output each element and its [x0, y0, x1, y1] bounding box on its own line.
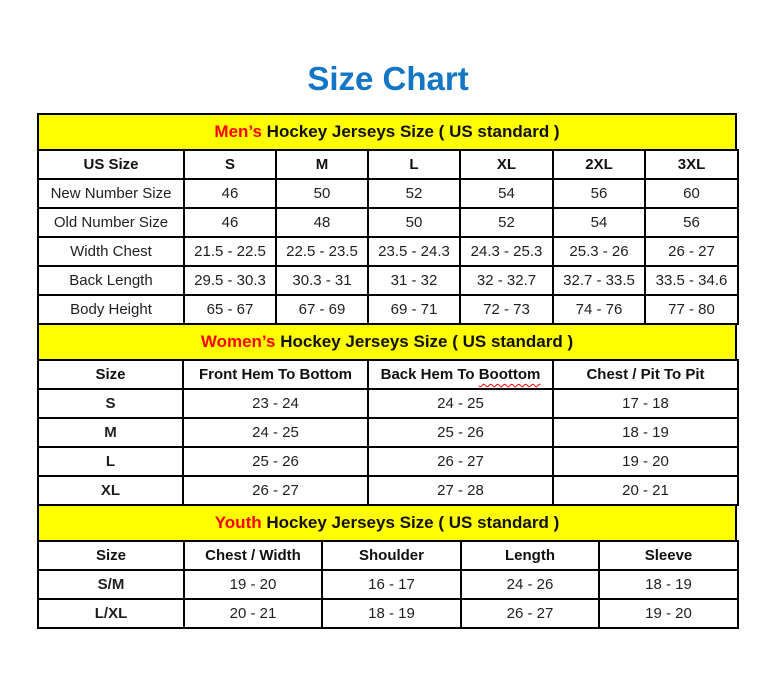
value-cell: 25 - 26 — [183, 447, 368, 476]
back-hem-text: Back Hem To — [380, 366, 479, 383]
value-cell: 52 — [460, 208, 553, 237]
mens-col-xl: XL — [460, 150, 553, 179]
value-cell: 50 — [368, 208, 460, 237]
womens-col-front-hem: Front Hem To Bottom — [183, 360, 368, 389]
mens-col-2xl: 2XL — [553, 150, 645, 179]
misspelled-word: Boottom — [478, 366, 541, 383]
youth-col-length: Length — [461, 541, 599, 570]
row-label: M — [38, 418, 183, 447]
womens-row-xl — [38, 476, 738, 505]
mens-row-old-number-size — [38, 208, 738, 237]
value-cell: 18 - 19 — [322, 599, 461, 628]
value-cell: 21.5 - 22.5 — [184, 237, 276, 266]
value-cell: 18 - 19 — [599, 570, 738, 599]
row-label: Body Height — [38, 295, 184, 324]
mens-col-3xl: 3XL — [645, 150, 738, 179]
value-cell: 19 - 20 — [184, 570, 322, 599]
value-cell: 72 - 73 — [460, 295, 553, 324]
value-cell: 20 - 21 — [553, 476, 738, 505]
mens-col-s: S — [184, 150, 276, 179]
row-label: S/M — [38, 570, 184, 599]
mens-col-m: M — [276, 150, 368, 179]
value-cell: 24 - 26 — [461, 570, 599, 599]
value-cell: 46 — [184, 179, 276, 208]
mens-banner-text: Hockey Jerseys Size ( US standard ) — [261, 122, 560, 141]
mens-size-table — [37, 149, 739, 325]
youth-header-row — [38, 541, 738, 570]
value-cell: 32 - 32.7 — [460, 266, 553, 295]
womens-size-table — [37, 359, 739, 506]
value-cell: 17 - 18 — [553, 389, 738, 418]
value-cell: 74 - 76 — [553, 295, 645, 324]
womens-section-banner — [37, 323, 737, 361]
value-cell: 27 - 28 — [368, 476, 553, 505]
row-label: New Number Size — [38, 179, 184, 208]
page-title: Size Chart — [307, 60, 469, 97]
womens-banner-text: Hockey Jerseys Size ( US standard ) — [275, 332, 574, 351]
row-label: S — [38, 389, 183, 418]
youth-section-banner — [37, 504, 737, 542]
youth-row-sm — [38, 570, 738, 599]
value-cell: 65 - 67 — [184, 295, 276, 324]
mens-section-banner — [37, 113, 737, 151]
womens-header-row — [38, 360, 738, 389]
value-cell: 56 — [553, 179, 645, 208]
womens-highlight-label: Women’s — [200, 332, 276, 351]
value-cell: 69 - 71 — [368, 295, 460, 324]
value-cell: 26 - 27 — [183, 476, 368, 505]
youth-highlight-label: Youth — [214, 513, 262, 532]
womens-row-l — [38, 447, 738, 476]
youth-col-sleeve: Sleeve — [599, 541, 738, 570]
womens-row-m — [38, 418, 738, 447]
value-cell: 67 - 69 — [276, 295, 368, 324]
value-cell: 20 - 21 — [184, 599, 322, 628]
size-chart — [37, 113, 737, 629]
value-cell: 26 - 27 — [645, 237, 738, 266]
womens-col-chest: Chest / Pit To Pit — [553, 360, 738, 389]
value-cell: 25.3 - 26 — [553, 237, 645, 266]
value-cell: 19 - 20 — [599, 599, 738, 628]
row-label: Back Length — [38, 266, 184, 295]
row-label: Width Chest — [38, 237, 184, 266]
youth-row-lxl — [38, 599, 738, 628]
value-cell: 32.7 - 33.5 — [553, 266, 645, 295]
value-cell: 60 — [645, 179, 738, 208]
mens-row-new-number-size — [38, 179, 738, 208]
value-cell: 29.5 - 30.3 — [184, 266, 276, 295]
value-cell: 22.5 - 23.5 — [276, 237, 368, 266]
value-cell: 52 — [368, 179, 460, 208]
mens-row-back-length — [38, 266, 738, 295]
mens-row-width-chest — [38, 237, 738, 266]
mens-col-l: L — [368, 150, 460, 179]
value-cell: 26 - 27 — [368, 447, 553, 476]
value-cell: 19 - 20 — [553, 447, 738, 476]
value-cell: 50 — [276, 179, 368, 208]
row-label: L/XL — [38, 599, 184, 628]
value-cell: 33.5 - 34.6 — [645, 266, 738, 295]
value-cell: 56 — [645, 208, 738, 237]
value-cell: 30.3 - 31 — [276, 266, 368, 295]
womens-row-s — [38, 389, 738, 418]
value-cell: 48 — [276, 208, 368, 237]
row-label: XL — [38, 476, 183, 505]
youth-size-table — [37, 540, 739, 629]
youth-col-size: Size — [38, 541, 184, 570]
womens-col-back-hem — [368, 360, 553, 389]
value-cell: 46 — [184, 208, 276, 237]
value-cell: 31 - 32 — [368, 266, 460, 295]
value-cell: 24.3 - 25.3 — [460, 237, 553, 266]
value-cell: 54 — [553, 208, 645, 237]
row-label: L — [38, 447, 183, 476]
mens-row-body-height — [38, 295, 738, 324]
mens-col-us-size: US Size — [38, 150, 184, 179]
row-label: Old Number Size — [38, 208, 184, 237]
value-cell: 18 - 19 — [553, 418, 738, 447]
value-cell: 77 - 80 — [645, 295, 738, 324]
youth-col-shoulder: Shoulder — [322, 541, 461, 570]
mens-highlight-label: Men’s — [214, 122, 262, 141]
value-cell: 25 - 26 — [368, 418, 553, 447]
value-cell: 16 - 17 — [322, 570, 461, 599]
value-cell: 54 — [460, 179, 553, 208]
youth-banner-text: Hockey Jerseys Size ( US standard ) — [261, 513, 560, 532]
womens-col-size: Size — [38, 360, 183, 389]
mens-header-row — [38, 150, 738, 179]
value-cell: 26 - 27 — [461, 599, 599, 628]
value-cell: 23.5 - 24.3 — [368, 237, 460, 266]
value-cell: 23 - 24 — [183, 389, 368, 418]
value-cell: 24 - 25 — [183, 418, 368, 447]
value-cell: 24 - 25 — [368, 389, 553, 418]
youth-col-chest-width: Chest / Width — [184, 541, 322, 570]
